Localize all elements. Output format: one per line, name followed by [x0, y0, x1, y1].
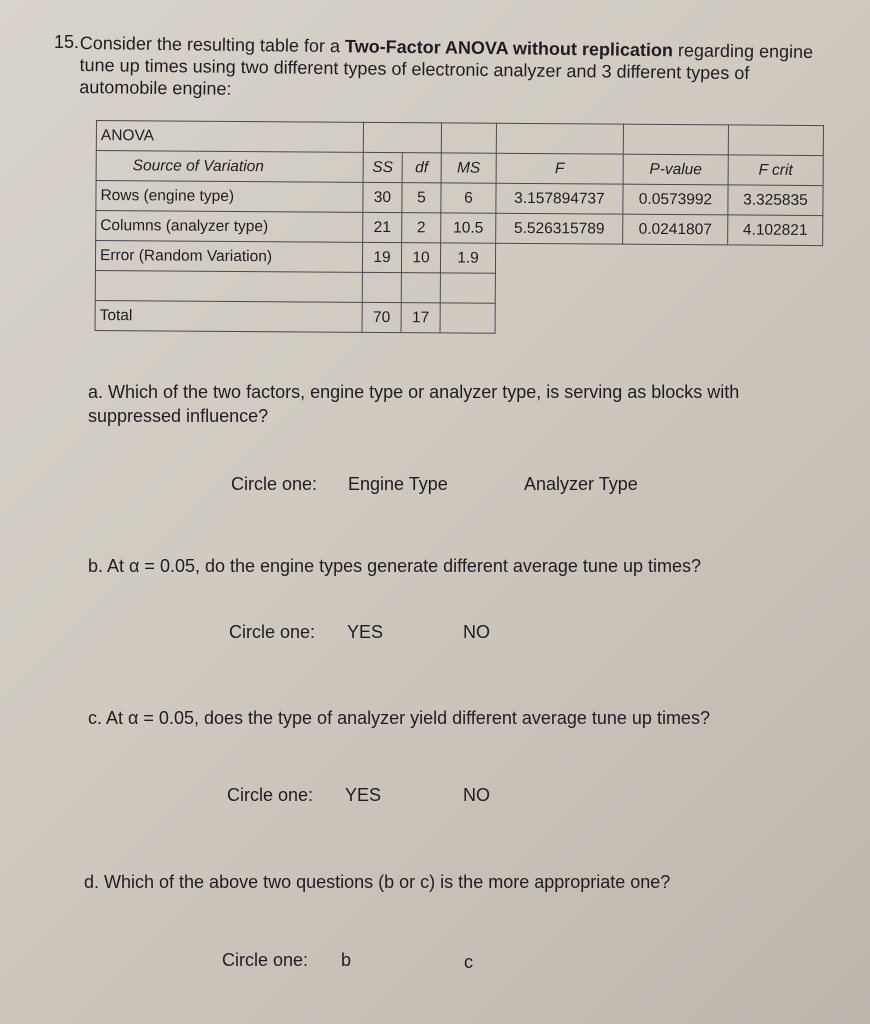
question-intro: [79, 32, 820, 107]
table-title: ANOVA: [96, 121, 363, 153]
row-df: 10: [401, 243, 440, 273]
table-cell-empty: [363, 122, 441, 153]
row-ms: 1.9: [440, 243, 495, 273]
row-p-value: 0.0573992: [623, 184, 728, 215]
header-ss: SS: [363, 152, 402, 182]
part-c-option-yes[interactable]: YES: [345, 785, 382, 805]
row-ss: 30: [363, 182, 402, 212]
row-df: 5: [402, 183, 441, 213]
anova-table: [95, 120, 824, 336]
part-d-option-c[interactable]: c: [464, 952, 473, 972]
row-source: Columns (analyzer type): [96, 211, 363, 243]
table-cell-blank: [495, 273, 822, 305]
part-d-question: d. Which of the above two questions (b or c) is the more appropriate one?: [84, 872, 671, 892]
table-cell-blank: [495, 243, 822, 275]
part-a-option-engine-type[interactable]: Engine Type: [348, 474, 448, 494]
part-b-option-no[interactable]: NO: [463, 622, 490, 642]
table-cell-empty: [623, 124, 728, 155]
part-d-option-b[interactable]: b: [341, 950, 352, 970]
part-b-circle-label: Circle one:: [229, 622, 316, 642]
part-c-circle-label: Circle one:: [227, 785, 314, 805]
part-c-option-no[interactable]: NO: [463, 785, 490, 805]
table-cell-empty: [401, 273, 440, 303]
row-f-crit: 4.102821: [728, 215, 823, 246]
table-cell-empty: [95, 270, 362, 302]
header-f-crit: F crit: [728, 155, 823, 186]
intro-text-pre: Consider the resulting table for a: [79, 32, 346, 57]
row-source: Error (Random Variation): [95, 241, 362, 273]
row-f: 5.526315789: [496, 213, 623, 244]
table-cell-empty: [728, 125, 823, 156]
header-source: Source of Variation: [96, 151, 363, 183]
header-df: df: [402, 153, 441, 183]
part-a-question: a. Which of the two factors, engine type or analyzer type, is serving as blocks with suppressed influence?: [88, 382, 740, 426]
header-ms: MS: [441, 153, 496, 183]
row-f-crit: 3.325835: [728, 185, 823, 216]
table-cell-empty: [496, 123, 623, 154]
question-number: 15.: [54, 32, 80, 52]
table-cell-empty: [441, 123, 496, 153]
table-row-total: [95, 300, 822, 335]
part-c-question: c. At α = 0.05, does the type of analyzer yield different average tune up times?: [88, 708, 710, 728]
header-f: F: [496, 153, 623, 184]
row-df: 2: [402, 213, 441, 243]
part-a-option-analyzer-type[interactable]: Analyzer Type: [524, 474, 638, 494]
row-ms: 10.5: [441, 213, 496, 243]
row-source: Rows (engine type): [96, 181, 363, 213]
row-p-value: 0.0241807: [623, 214, 728, 245]
total-label: Total: [95, 300, 362, 332]
part-b-option-yes[interactable]: YES: [347, 622, 384, 642]
table-cell-empty: [440, 303, 495, 333]
row-ss: 21: [363, 212, 402, 242]
total-ss: 70: [362, 302, 401, 332]
row-ss: 19: [362, 242, 401, 272]
table-cell-blank: [495, 303, 822, 335]
part-a-circle-label: Circle one:: [231, 474, 318, 494]
table-cell-empty: [362, 272, 401, 302]
table-cell-empty: [440, 273, 495, 303]
row-f: 3.157894737: [496, 183, 623, 214]
intro-text-post: regarding engine tune up times using two different types of electronic analyzer and 3 different types of automobile engine:: [79, 40, 814, 99]
part-d-circle-label: Circle one:: [222, 950, 309, 970]
total-df: 17: [401, 303, 440, 333]
row-ms: 6: [441, 183, 496, 213]
header-p-value: P-value: [623, 154, 728, 185]
part-b-question: b. At α = 0.05, do the engine types generate different average tune up times?: [88, 556, 702, 576]
intro-text-bold: Two-Factor ANOVA without replication: [344, 36, 674, 61]
